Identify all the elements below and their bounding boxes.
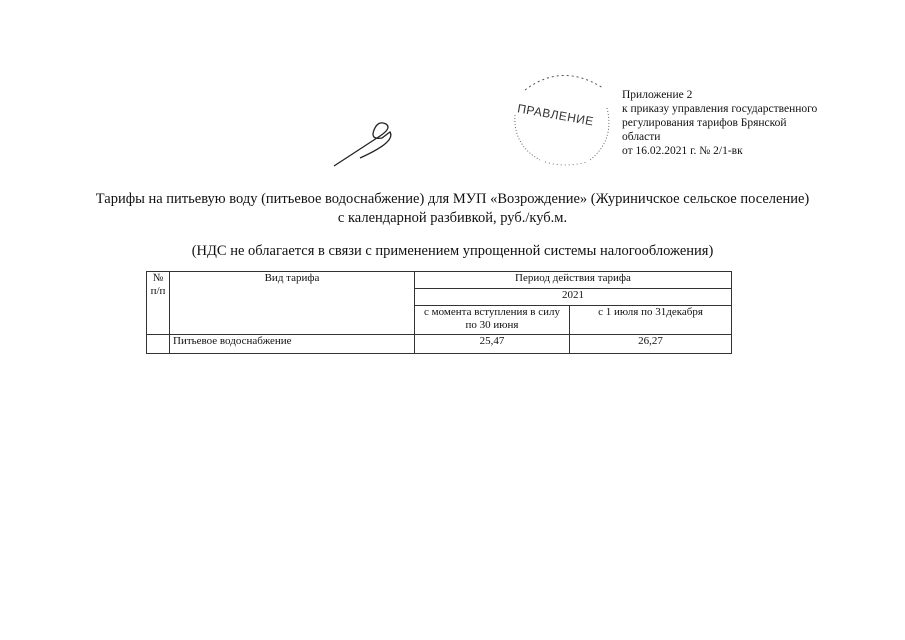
- header-tariff-type: Вид тарифа: [170, 272, 415, 335]
- appendix-line: к приказу управления государственного: [622, 103, 818, 115]
- appendix-date-line: от 16.02.2021 г. № 2/1-вк: [622, 145, 743, 157]
- document-title-line-2: с календарной разбивкой, руб./куб.м.: [337, 210, 568, 226]
- row-tariff-type: Питьевое водоснабжение: [170, 335, 415, 354]
- row-value-period-1: 25,47: [415, 335, 570, 354]
- vat-note: (НДС не облагается в связи с применением упрощенной системы налогообложения): [191, 243, 714, 259]
- header-num: № п/п: [147, 272, 170, 335]
- appendix-line: области: [622, 131, 661, 143]
- row-value-period-2: 26,27: [570, 335, 732, 354]
- tariff-table: [146, 271, 732, 354]
- header-period: Период действия тарифа: [415, 272, 732, 289]
- stamp-text: ПРАВЛЕНИЕ: [516, 101, 595, 129]
- appendix-line: регулирования тарифов Брянской: [622, 117, 787, 129]
- header-period-1: с момента вступления в силу по 30 июня: [415, 306, 570, 335]
- row-num: [147, 335, 170, 354]
- table-header-row: [147, 272, 732, 289]
- official-stamp: [505, 60, 620, 172]
- header-period-2: с 1 июля по 31декабря: [570, 306, 732, 335]
- header-year: 2021: [415, 289, 732, 306]
- appendix-block: [622, 88, 862, 158]
- handwritten-signature: [330, 122, 400, 172]
- document-title-line-1: Тарифы на питьевую воду (питьевое водоснабжение) для МУП «Возрождение» (Журиничское сельское поселение): [95, 191, 810, 207]
- table-row: [147, 335, 732, 354]
- appendix-line: Приложение 2: [622, 89, 693, 101]
